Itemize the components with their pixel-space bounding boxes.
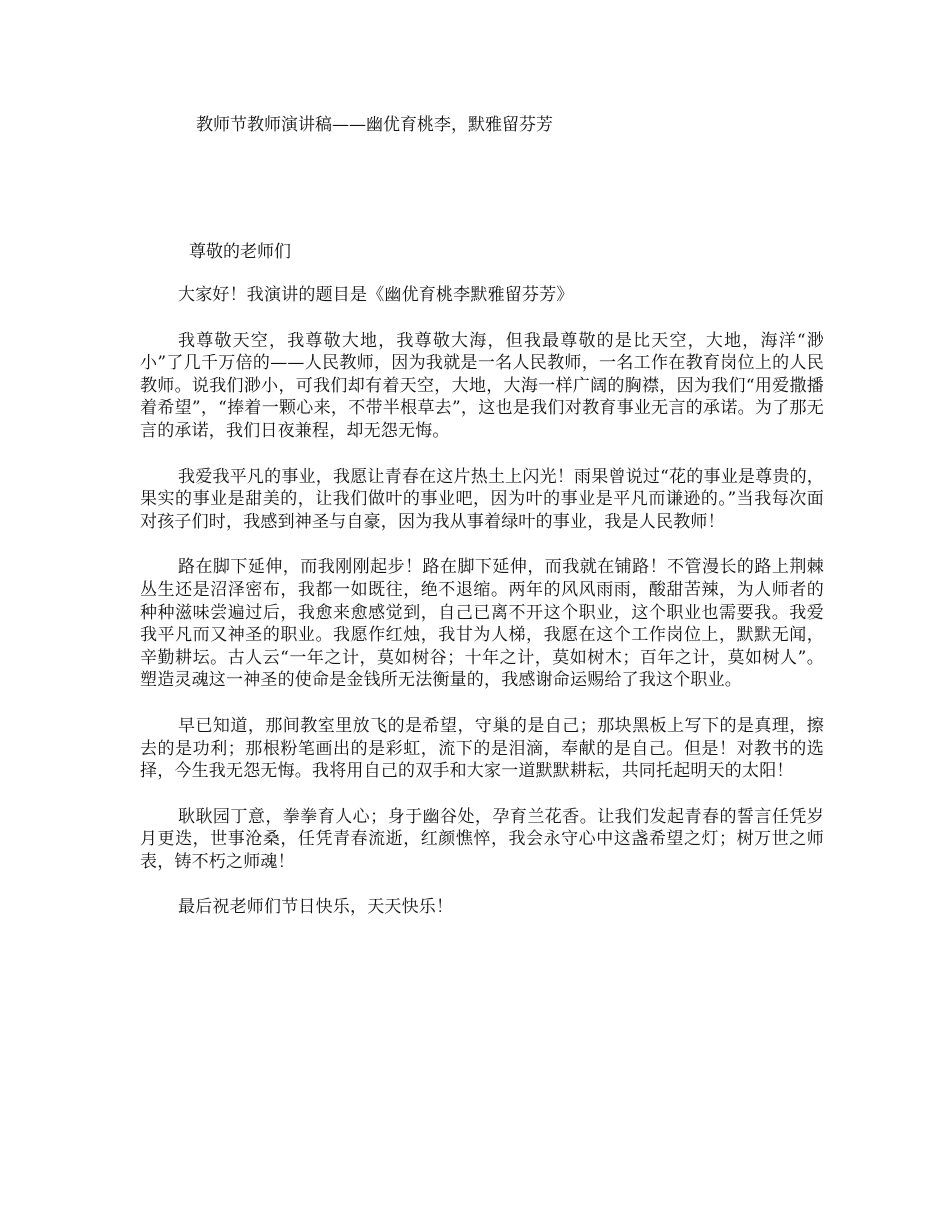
- paragraph-respect: 我尊敬天空，我尊敬大地，我尊敬大海，但我最尊敬的是比天空，大地，海洋“渺小”了几千万倍的——人民教师，因为我就是一名人民教师，一名工作在教育岗位上的人民教师。说我们渺小，可我们却有着天空，大地，大海一样广阔的胸襟，因为我们“用爱撒播着希望”，“捧着一颗心来，不带半根草去”，这也是我们对教育事业无言的承诺。为了那无言的承诺，我们日夜兼程，却无怨无悔。: [140, 330, 824, 441]
- salutation: 尊敬的老师们: [189, 242, 291, 262]
- paragraph-road-ahead: 路在脚下延伸，而我刚刚起步！路在脚下延伸，而我就在铺路！不管漫长的路上荆棘丛生还是沼泽密布，我都一如既往，绝不退缩。两年的风风雨雨，酸甜苦辣，为人师者的种种滋味尝遍过后，我愈来愈感觉到，自己已离不开这个职业，这个职业也需要我。我爱我平凡而又神圣的职业。我愿作红烛，我甘为人梯，我愿在这个工作岗位上，默默无闻，辛勤耕坛。古人云“一年之计，莫如树谷；十年之计，莫如树木；百年之计，莫如树人”。塑造灵魂这一神圣的使命是金钱所无法衡量的，我感谢命运赐给了我这个职业。: [140, 557, 824, 691]
- paragraph-greeting: 大家好！我演讲的题目是《幽优育桃李默雅留芬芳》: [178, 285, 574, 305]
- speech-body: [140, 284, 824, 942]
- paragraph-ordinary-career: 我爱我平凡的事业，我愿让青春在这片热土上闪光！雨果曾说过“花的事业是尊贵的，果实的事业是甜美的，让我们做叶的事业吧，因为叶的事业是平凡而谦逊的。”当我每次面对孩子们时，我感到神圣与自豪，因为我从事着绿叶的事业，我是人民教师！: [140, 466, 824, 532]
- paragraph-classroom: 早已知道，那间教室里放飞的是希望，守巢的是自己；那块黑板上写下的是真理，擦去的是功利；那根粉笔画出的是彩虹，流下的是泪滴，奉献的是自己。但是！对教书的选择，今生我无怨无悔。我将用自己的双手和大家一道默默耕耘，共同托起明天的太阳！: [140, 715, 824, 782]
- paragraph-gardener: 耿耿园丁意，拳拳育人心；身于幽谷处，孕育兰花香。让我们发起青春的誓言任凭岁月更迭，世事沧桑，任凭青春流逝，红颜憔悴，我会永守心中这盏希望之灯；树万世之师表，铸不朽之师魂！: [140, 806, 824, 872]
- document-title: 教师节教师演讲稿——幽优育桃李，默雅留芬芳: [196, 115, 553, 135]
- paragraph-closing: 最后祝老师们节日快乐，天天快乐！: [178, 897, 454, 918]
